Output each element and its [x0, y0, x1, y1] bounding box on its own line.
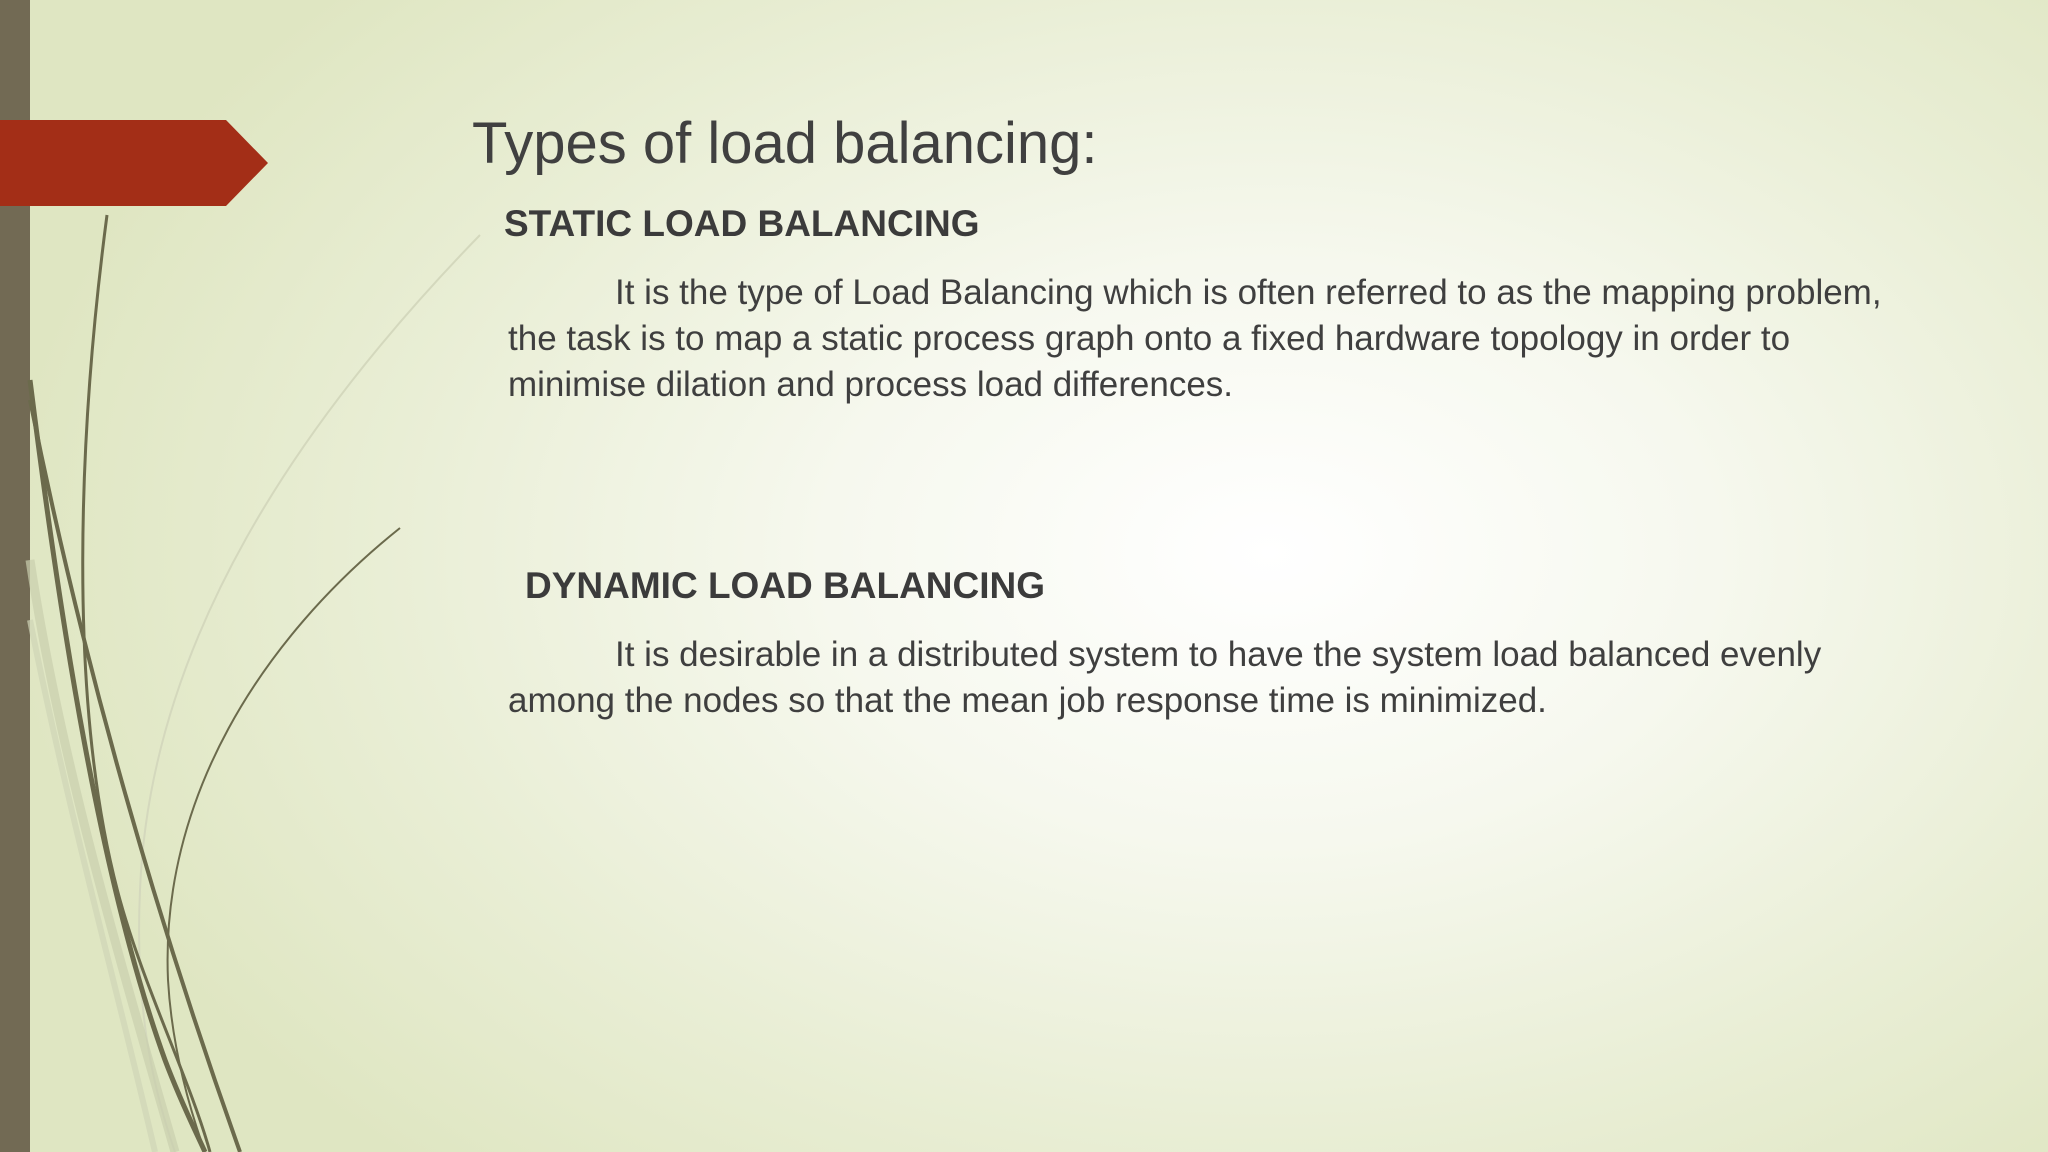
dynamic-load-balancing-text: It is desirable in a distributed system to have the system load balanced evenly among the nodes so that the mean job response time is minimized.: [508, 635, 1822, 720]
dynamic-load-balancing-heading: DYNAMIC LOAD BALANCING: [525, 565, 1046, 606]
title-flag-arrow: [0, 120, 270, 206]
slide-title: Types of load balancing:: [472, 111, 1098, 176]
static-load-balancing-text: It is the type of Load Balancing which is often referred to as the mapping problem, the task is to map a static process graph onto a fixed hardware topology in order to minimise dilation and process load differences.: [508, 273, 1882, 404]
static-load-balancing-heading: STATIC LOAD BALANCING: [504, 203, 980, 244]
